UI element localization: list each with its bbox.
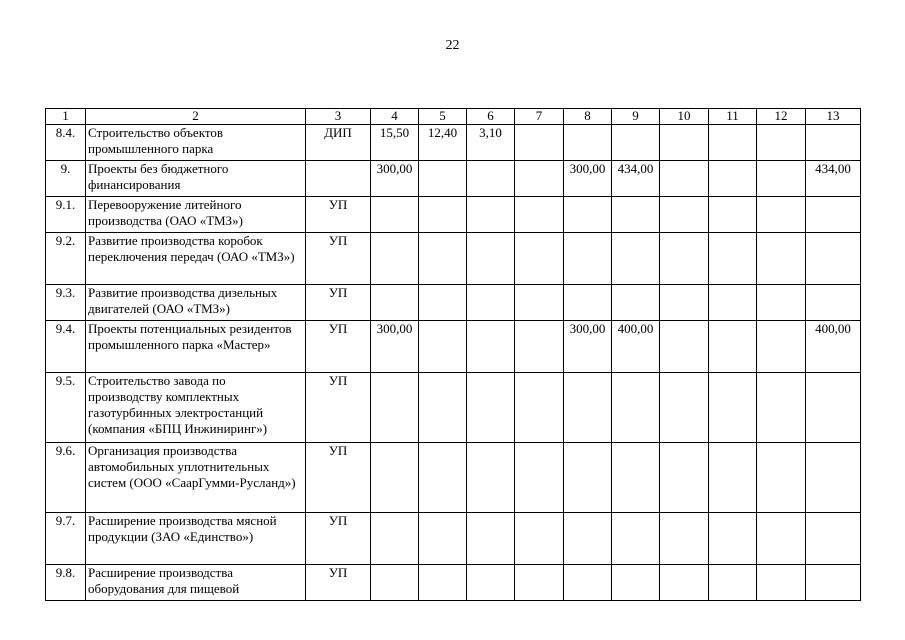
- value-cell-4: [371, 373, 419, 443]
- table-row: [46, 125, 861, 161]
- value-cell-5: [419, 443, 467, 513]
- table-row: [46, 233, 861, 285]
- value-cell-10: [660, 285, 709, 321]
- value-cell-9: [612, 233, 660, 285]
- row-number-cell: 9.5.: [46, 373, 86, 443]
- value-cell-5: [419, 161, 467, 197]
- row-number-cell: 9.7.: [46, 513, 86, 565]
- value-cell-8: [564, 373, 612, 443]
- value-cell-6: [467, 321, 515, 373]
- value-cell-6: [467, 373, 515, 443]
- value-cell-11: [709, 197, 757, 233]
- value-cell-10: [660, 373, 709, 443]
- value-cell-11: [709, 233, 757, 285]
- value-cell-9: [612, 125, 660, 161]
- value-cell-4: [371, 443, 419, 513]
- row-name-cell: Строительство завода по производству комплектных газотурбинных электростанций (компания «БПЦ Инжиниринг»): [86, 373, 306, 443]
- header-cell: 10: [660, 109, 709, 125]
- value-cell-12: [757, 321, 806, 373]
- value-cell-6: [467, 197, 515, 233]
- table-row: [46, 565, 861, 601]
- program-table: [45, 108, 861, 601]
- value-cell-9: [612, 373, 660, 443]
- value-cell-11: [709, 321, 757, 373]
- value-cell-11: [709, 161, 757, 197]
- value-cell-4: [371, 285, 419, 321]
- row-name-cell: Строительство объектов промышленного парка: [86, 125, 306, 161]
- row-number-cell: 8.4.: [46, 125, 86, 161]
- row-code-cell: УП: [306, 373, 371, 443]
- value-cell-5: [419, 373, 467, 443]
- value-cell-9: 434,00: [612, 161, 660, 197]
- row-number-cell: 9.1.: [46, 197, 86, 233]
- row-number-cell: 9.2.: [46, 233, 86, 285]
- value-cell-12: [757, 197, 806, 233]
- value-cell-6: [467, 161, 515, 197]
- value-cell-5: [419, 321, 467, 373]
- value-cell-4: 15,50: [371, 125, 419, 161]
- value-cell-10: [660, 161, 709, 197]
- row-name-cell: Проекты без бюджетного финансирования: [86, 161, 306, 197]
- row-code-cell: УП: [306, 233, 371, 285]
- value-cell-11: [709, 125, 757, 161]
- value-cell-7: [515, 161, 564, 197]
- value-cell-10: [660, 321, 709, 373]
- value-cell-8: 300,00: [564, 321, 612, 373]
- header-cell: 6: [467, 109, 515, 125]
- value-cell-8: [564, 513, 612, 565]
- value-cell-13: [806, 513, 861, 565]
- value-cell-7: [515, 197, 564, 233]
- value-cell-12: [757, 125, 806, 161]
- value-cell-13: [806, 233, 861, 285]
- value-cell-12: [757, 443, 806, 513]
- row-code-cell: УП: [306, 321, 371, 373]
- row-number-cell: 9.6.: [46, 443, 86, 513]
- header-cell: 7: [515, 109, 564, 125]
- row-number-cell: 9.: [46, 161, 86, 197]
- value-cell-13: [806, 125, 861, 161]
- row-code-cell: УП: [306, 285, 371, 321]
- value-cell-4: [371, 233, 419, 285]
- row-name-cell: Перевооружение литейного производства (ОАО «ТМЗ»): [86, 197, 306, 233]
- row-code-cell: УП: [306, 443, 371, 513]
- table-header-row: [46, 109, 861, 125]
- value-cell-5: [419, 565, 467, 601]
- header-cell: 11: [709, 109, 757, 125]
- value-cell-5: [419, 197, 467, 233]
- value-cell-13: [806, 285, 861, 321]
- value-cell-6: [467, 513, 515, 565]
- value-cell-7: [515, 233, 564, 285]
- value-cell-13: [806, 373, 861, 443]
- value-cell-10: [660, 513, 709, 565]
- value-cell-8: [564, 233, 612, 285]
- value-cell-8: [564, 565, 612, 601]
- row-name-cell: Развитие производства дизельных двигателей (ОАО «ТМЗ»): [86, 285, 306, 321]
- value-cell-7: [515, 443, 564, 513]
- value-cell-7: [515, 513, 564, 565]
- value-cell-12: [757, 565, 806, 601]
- value-cell-5: [419, 233, 467, 285]
- value-cell-11: [709, 285, 757, 321]
- value-cell-8: [564, 443, 612, 513]
- value-cell-11: [709, 373, 757, 443]
- value-cell-12: [757, 161, 806, 197]
- page-number: 22: [445, 38, 460, 53]
- value-cell-11: [709, 443, 757, 513]
- value-cell-6: [467, 233, 515, 285]
- row-name-cell: Расширение производства мясной продукции (ЗАО «Единство»): [86, 513, 306, 565]
- header-cell: 9: [612, 109, 660, 125]
- value-cell-6: 3,10: [467, 125, 515, 161]
- value-cell-5: [419, 513, 467, 565]
- value-cell-6: [467, 443, 515, 513]
- header-cell: 3: [306, 109, 371, 125]
- table-body: [46, 125, 861, 601]
- value-cell-7: [515, 285, 564, 321]
- value-cell-8: [564, 197, 612, 233]
- value-cell-12: [757, 285, 806, 321]
- value-cell-8: [564, 285, 612, 321]
- table-row: [46, 373, 861, 443]
- row-name-cell: Развитие производства коробок переключения передач (ОАО «ТМЗ»): [86, 233, 306, 285]
- value-cell-13: [806, 443, 861, 513]
- row-code-cell: [306, 161, 371, 197]
- header-cell: 4: [371, 109, 419, 125]
- row-code-cell: УП: [306, 565, 371, 601]
- table-row: [46, 285, 861, 321]
- value-cell-10: [660, 565, 709, 601]
- value-cell-6: [467, 285, 515, 321]
- value-cell-10: [660, 443, 709, 513]
- value-cell-4: [371, 197, 419, 233]
- row-name-cell: Расширение производства оборудования для пищевой: [86, 565, 306, 601]
- row-number-cell: 9.3.: [46, 285, 86, 321]
- value-cell-10: [660, 125, 709, 161]
- value-cell-5: [419, 285, 467, 321]
- value-cell-11: [709, 565, 757, 601]
- table-row: [46, 161, 861, 197]
- row-code-cell: ДИП: [306, 125, 371, 161]
- row-code-cell: УП: [306, 197, 371, 233]
- header-cell: 1: [46, 109, 86, 125]
- table-row: [46, 513, 861, 565]
- value-cell-4: [371, 513, 419, 565]
- value-cell-13: [806, 197, 861, 233]
- value-cell-12: [757, 373, 806, 443]
- header-cell: 12: [757, 109, 806, 125]
- table-row: [46, 321, 861, 373]
- value-cell-12: [757, 513, 806, 565]
- row-number-cell: 9.4.: [46, 321, 86, 373]
- value-cell-9: [612, 443, 660, 513]
- value-cell-13: [806, 565, 861, 601]
- value-cell-13: 400,00: [806, 321, 861, 373]
- value-cell-4: [371, 565, 419, 601]
- header-cell: 8: [564, 109, 612, 125]
- value-cell-9: [612, 285, 660, 321]
- value-cell-10: [660, 233, 709, 285]
- value-cell-5: 12,40: [419, 125, 467, 161]
- value-cell-6: [467, 565, 515, 601]
- value-cell-4: 300,00: [371, 321, 419, 373]
- value-cell-7: [515, 125, 564, 161]
- table-row: [46, 197, 861, 233]
- value-cell-9: [612, 513, 660, 565]
- value-cell-9: 400,00: [612, 321, 660, 373]
- value-cell-11: [709, 513, 757, 565]
- value-cell-7: [515, 321, 564, 373]
- table-row: [46, 443, 861, 513]
- value-cell-12: [757, 233, 806, 285]
- value-cell-8: 300,00: [564, 161, 612, 197]
- value-cell-7: [515, 565, 564, 601]
- value-cell-8: [564, 125, 612, 161]
- header-cell: 5: [419, 109, 467, 125]
- value-cell-9: [612, 197, 660, 233]
- row-name-cell: Организация производства автомобильных уплотнительных систем (ООО «СаарГумми-Русланд»): [86, 443, 306, 513]
- value-cell-7: [515, 373, 564, 443]
- value-cell-13: 434,00: [806, 161, 861, 197]
- value-cell-4: 300,00: [371, 161, 419, 197]
- value-cell-10: [660, 197, 709, 233]
- header-cell: 2: [86, 109, 306, 125]
- row-code-cell: УП: [306, 513, 371, 565]
- row-name-cell: Проекты потенциальных резидентов промышленного парка «Мастер»: [86, 321, 306, 373]
- row-number-cell: 9.8.: [46, 565, 86, 601]
- header-cell: 13: [806, 109, 861, 125]
- value-cell-9: [612, 565, 660, 601]
